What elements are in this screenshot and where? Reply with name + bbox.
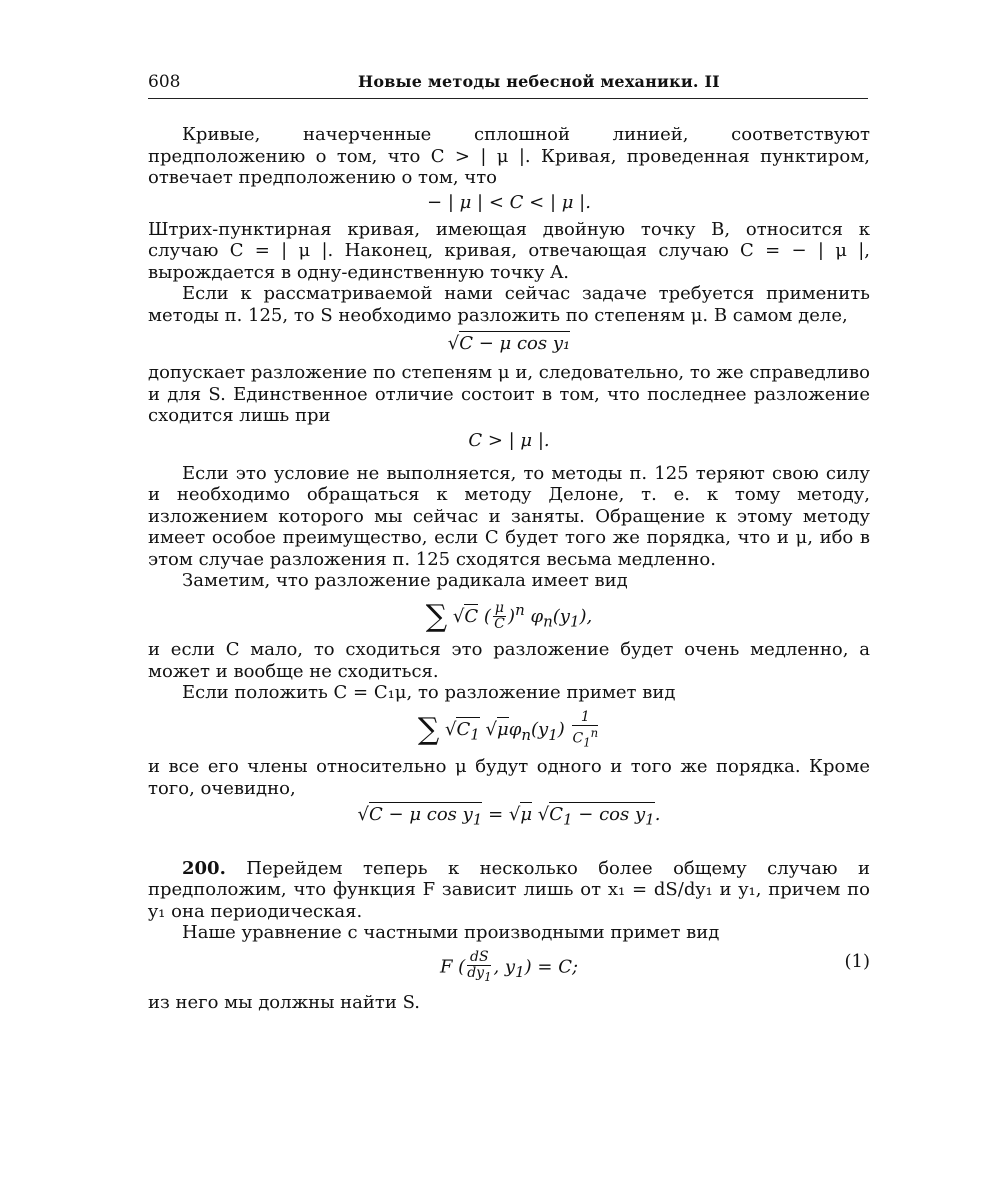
equation-identity: √C − μ $\cos y_1 = √\mu$ $√C_1 - \cos y_1$.: [357, 804, 661, 829]
running-head: Новые методы небесной механики. II: [358, 72, 720, 91]
paragraph: Кривые, начерченные сплошной линией, соответствуют предположению о том, что C > | μ |. Кривая, проведенная пунктиром, отвечает предположению о том, что: [148, 124, 870, 188]
paragraph: Если к рассматриваемой нами сейчас задаче требуется применить методы п. 125, то S необходимо разложить по степеням μ. В самом деле,: [148, 283, 870, 326]
paragraph: из него мы должны найти S.: [148, 992, 420, 1014]
equation-radical: √C − μ cos y₁: [447, 333, 571, 354]
paragraph: допускает разложение по степеням μ и, следовательно, то же справедливо и для S. Единственное отличие состоит в том, что последнее разложение сходится лишь при: [148, 362, 870, 426]
paragraph: и все его члены относительно μ будут одного и того же порядка. Кроме того, очевидно,: [148, 756, 870, 799]
paragraph: Заметим, что разложение радикала имеет вид: [182, 570, 628, 591]
paragraph: Наше уравнение с частными производными примет вид: [182, 922, 720, 944]
equation-condition: C > | μ |.: [468, 429, 550, 451]
equation-number: (1): [844, 950, 870, 972]
page-body: [148, 124, 870, 1014]
equation-series-substituted: ∑ $√C_1$ $√\mu\varphi_n(y_1)$ $\frac{1}{C_1^n}$: [417, 708, 599, 750]
page-header: [148, 68, 868, 99]
paragraph: 200. Перейдем теперь к несколько более общему случаю и предположим, что функция F зависит лишь от x₁ = dS/dy₁ и y₁, причем по y₁ она периодическая.: [148, 857, 870, 922]
equation-1: F ( $\frac{dS}{dy_1}$ , $y_1) = C$; (1): [439, 948, 870, 984]
page-number: 608: [148, 72, 181, 92]
paragraph: Штрих-пунктирная кривая, имеющая двойную точку B, относится к случаю C = | μ |. Наконец, кривая, отвечающая случаю C = − | μ |, вырождается в одну-единственную точку A.: [148, 218, 870, 283]
paragraph: Если это условие не выполняется, то методы п. 125 теряют свою силу и необходимо обращаться к методу Делоне, т. е. к тому методу, изложением которого мы сейчас и заняты. Обращение к этому методу имеет особое преимущество, если C будет того же порядка, что и μ, ибо в этом случае разложения п. 125 сходятся весьма медленно.: [148, 462, 870, 570]
equation-inequality: − | μ | < C < | μ |.: [427, 191, 591, 213]
equation-series: ∑ √C ( $\frac{\mu}{C}$ )$^n$ $\varphi_n(y_1)$,: [425, 598, 593, 634]
paragraph: и если C мало, то сходиться это разложение будет очень медленно, а может и вообще не сходиться.: [148, 639, 870, 682]
paragraph: Если положить C = C₁μ, то разложение примет вид: [182, 682, 676, 704]
section-number: 200.: [182, 857, 226, 879]
